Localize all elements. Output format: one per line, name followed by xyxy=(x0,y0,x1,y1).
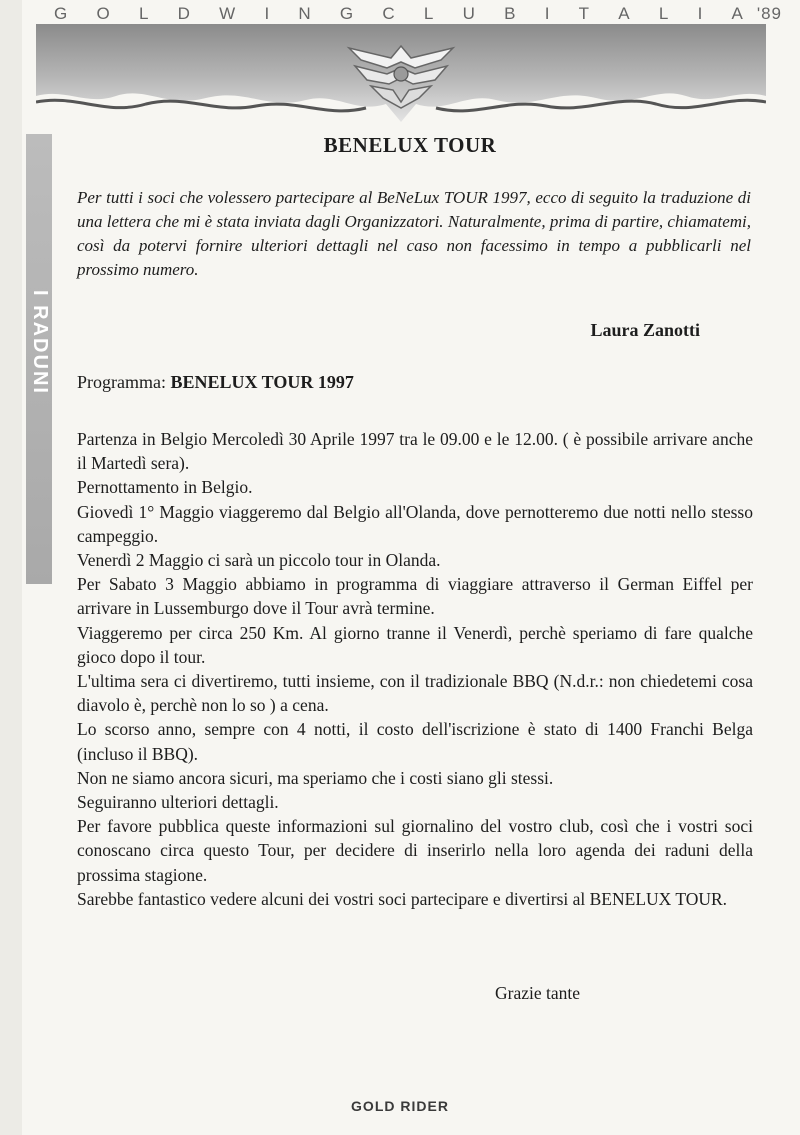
header-year: '89 xyxy=(756,4,782,23)
paragraph: Per Sabato 3 Maggio abbiamo in programma di viaggiare attraverso il German Eiffel per arrivare in Lussemburgo dove il Tour avrà termine. xyxy=(77,574,753,619)
header-letter: C xyxy=(382,4,396,23)
paragraph: Seguiranno ulteriori dettagli. xyxy=(77,792,279,813)
paragraph: Per favore pubblica queste informazioni sul giornalino del vostro club, così che i vostri soci conoscano circa questo Tour, per decidere di inserirlo nella loro agenda dei raduni della prossima stagione. xyxy=(77,816,753,885)
paragraph: L'ultima sera ci divertiremo, tutti insieme, con il tradizionale BBQ (N.d.r.: non chiedetemi cosa diavolo è, perchè non lo so ) a cena. xyxy=(77,671,753,716)
paragraph: Non ne siamo ancora sicuri, ma speriamo che i costi siano gli stessi. xyxy=(77,767,554,788)
program-name: BENELUX TOUR 1997 xyxy=(170,372,354,392)
header-letter: U xyxy=(462,4,476,23)
header-letter: O xyxy=(96,4,111,23)
header-letter: D xyxy=(177,4,191,23)
program-details xyxy=(77,427,753,911)
paragraph: Pernottamento in Belgio. xyxy=(77,477,253,498)
author-name: Laura Zanotti xyxy=(590,320,700,340)
header-letter: G xyxy=(339,4,355,23)
program-heading xyxy=(77,372,354,393)
paragraph: Venerdì 2 Maggio ci sarà un piccolo tour in Olanda. xyxy=(77,550,441,571)
header-letter: I xyxy=(544,4,551,23)
header-letter: B xyxy=(504,4,517,23)
footer-magazine-name: GOLD RIDER xyxy=(351,1098,449,1114)
header-letter: I xyxy=(697,4,704,23)
header-letter: A xyxy=(731,4,744,23)
article-title: BENELUX TOUR xyxy=(323,133,497,157)
side-label-text: I RADUNI xyxy=(28,289,51,395)
header-letter: L xyxy=(423,4,435,23)
header-letter: N xyxy=(298,4,312,23)
page-edge xyxy=(0,0,22,1135)
header-letter: W xyxy=(219,4,237,23)
header-letters xyxy=(22,4,744,24)
header-letter: L xyxy=(138,4,150,23)
paragraph: Viaggeremo per circa 250 Km. Al giorno tranne il Venerdì, perchè speriamo di fare qualche gioco dopo il tour. xyxy=(77,622,753,667)
closing-signoff: Grazie tante xyxy=(495,983,581,1003)
header-letter: L xyxy=(658,4,670,23)
program-prefix: Programma: xyxy=(77,372,171,392)
header-letter: G xyxy=(54,4,69,23)
header-letter: T xyxy=(578,4,591,23)
header-letter: A xyxy=(618,4,631,23)
intro-paragraph: Per tutti i soci che volessero partecipare al BeNeLux TOUR 1997, ecco di seguito la traduzione di una lettera che mi è stata inviata dagli Organizzatori. Naturalmente, prima di partire, chiamatemi, così da potervi fornire ulteriori dettagli nel caso non facessimo in tempo a pubblicarli nel prossimo numero. xyxy=(77,188,751,279)
header-letter: I xyxy=(264,4,271,23)
paragraph: Sarebbe fantastico vedere alcuni dei vostri soci partecipare e divertirsi al BENELUX TOUR. xyxy=(77,888,728,909)
header-banner xyxy=(36,24,766,134)
paragraph: Lo scorso anno, sempre con 4 notti, il costo dell'iscrizione è stato di 1400 Franchi Belga (incluso il BBQ). xyxy=(77,719,753,764)
paragraph: Partenza in Belgio Mercoledì 30 Aprile 1997 tra le 09.00 e le 12.00. ( è possibile arrivare anche il Martedì sera). xyxy=(77,429,753,474)
paragraph: Giovedì 1° Maggio viaggeremo dal Belgio all'Olanda, dove pernotteremo due notti nello stesso campeggio. xyxy=(77,501,753,546)
section-side-label xyxy=(27,276,51,408)
